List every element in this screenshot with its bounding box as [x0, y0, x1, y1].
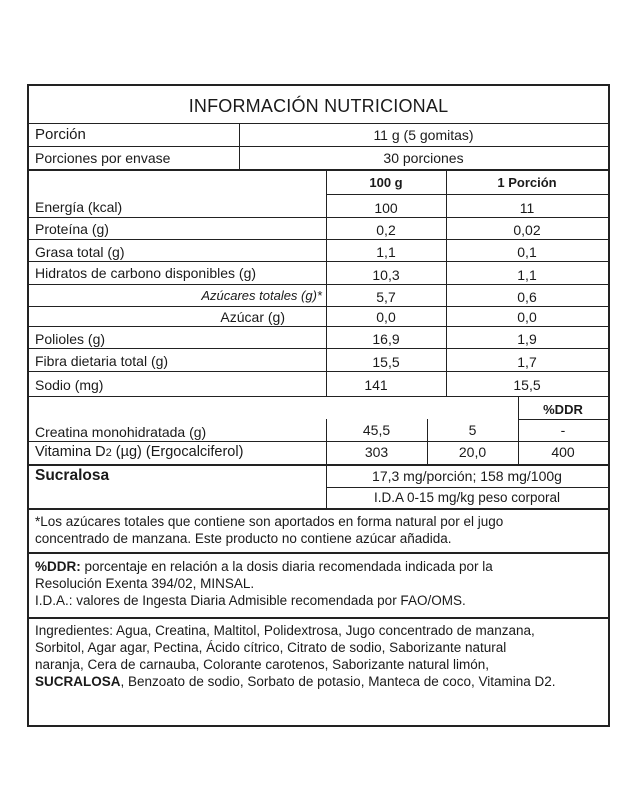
nutrient-per-serving: 0,02 [513, 222, 541, 238]
ddr-note-bold: %DDR: [35, 559, 81, 574]
nutrient-per-100g: 100 [374, 200, 398, 216]
ddr-note-line [35, 558, 605, 575]
ingredients-line: Sorbitol, Agar agar, Pectina, Ácido cítrico, Citrato de sodio, Saborizante natural [35, 640, 507, 655]
sucralose-label: Sucralosa [35, 467, 110, 484]
nutrient-per-serving: 1,7 [517, 354, 537, 370]
sucralose-amount: 17,3 mg/porción; 158 mg/100g [372, 468, 562, 484]
supplement-per-serving: 5 [468, 422, 477, 438]
vitamin-name-suffix: (Ergocalciferol) [141, 444, 244, 460]
divider [29, 146, 608, 147]
footnote [35, 513, 605, 547]
ingredients-line: Ingredientes: Agua, Creatina, Maltitol, Polidextrosa, Jugo concentrado de manzana, [35, 623, 535, 638]
divider [29, 552, 608, 554]
nutrient-name: Proteína (g) [35, 221, 109, 237]
supplement-name: Creatina monohidratada (g) [35, 424, 207, 440]
footnote-line: *Los azúcares totales que contiene son aportados en forma natural por el jugo [35, 514, 504, 529]
divider [29, 441, 608, 442]
divider [326, 194, 608, 195]
supplement-per-100g: 303 [364, 444, 389, 460]
nutrient-per-100g: 16,9 [372, 331, 400, 347]
nutrient-name: Grasa total (g) [35, 244, 125, 260]
nutrient-per-serving: 15,5 [513, 377, 541, 393]
divider [29, 239, 608, 240]
divider [29, 123, 608, 124]
divider [29, 348, 608, 349]
vitamin-name-unit: (µg) [111, 444, 142, 460]
nutrient-name: Hidratos de carbono disponibles (g) [35, 265, 257, 281]
divider [518, 419, 608, 420]
vitamin-name-prefix: Vitamina D [35, 444, 106, 460]
divider [29, 464, 608, 466]
nutrient-per-100g: 5,7 [376, 289, 396, 305]
nutrient-per-serving: 11 [519, 200, 535, 216]
ingredients-line: naranja, Cera de carnauba, Colorante carotenos, Saborizante natural limón, [35, 657, 490, 672]
divider [29, 617, 608, 619]
nutrient-per-100g: 0,2 [376, 222, 396, 238]
divider [29, 217, 608, 218]
divider [29, 396, 608, 397]
nutrient-per-100g: 1,1 [376, 244, 396, 260]
nutrient-per-serving: 1,1 [517, 267, 537, 283]
serving-label: Porción [35, 126, 86, 143]
header-per-100g: 100 g [369, 175, 403, 190]
divider [29, 306, 608, 307]
divider [29, 326, 608, 327]
nutrient-per-serving: 1,9 [517, 331, 537, 347]
supplement-ddr: 400 [551, 444, 575, 460]
supplement-name-vitamin-d2 [35, 444, 243, 461]
ingredients-line [35, 673, 605, 690]
ddr-note-line: Resolución Exenta 394/02, MINSAL. [35, 576, 255, 591]
footnote-line: concentrado de manzana. Este producto no contiene azúcar añadida. [35, 531, 452, 546]
nutrient-name: Energía (kcal) [35, 199, 123, 215]
supplement-ddr: - [560, 422, 566, 438]
ida-note-line: I.D.A.: valores de Ingesta Diaria Admisible recomendada por FAO/OMS. [35, 593, 466, 608]
nutrient-name: Polioles (g) [35, 331, 106, 347]
ingredients-sucralose-bold: SUCRALOSA [35, 674, 121, 689]
nutrition-label [27, 84, 610, 727]
label-title: INFORMACIÓN NUTRICIONAL [188, 95, 449, 116]
ddr-note [35, 558, 605, 609]
nutrient-name-sugar: Azúcar (g) [220, 309, 285, 325]
servings-per-container-label: Porciones por envase [35, 150, 171, 166]
nutrient-name-total-sugars: Azúcares totales (g)* [201, 288, 322, 303]
nutrient-per-100g: 10,3 [372, 267, 400, 283]
divider [29, 371, 608, 372]
sucralose-ida: I.D.A 0-15 mg/kg peso corporal [373, 490, 561, 505]
nutrient-name: Fibra dietaria total (g) [35, 353, 169, 369]
divider [29, 508, 608, 510]
nutrient-name: Sodio (mg) [35, 377, 104, 393]
header-per-serving: 1 Porción [497, 175, 557, 190]
divider [326, 487, 608, 488]
divider [29, 284, 608, 285]
supplement-per-100g: 45,5 [362, 422, 391, 438]
ddr-note-text: porcentaje en relación a la dosis diaria recomendada indicada por la [80, 559, 493, 574]
header-ddr: %DDR [543, 402, 583, 417]
nutrient-per-100g: 15,5 [372, 354, 400, 370]
vitamin-name-subscript: 2 [105, 447, 112, 459]
ingredients [35, 622, 605, 690]
serving-value: 11 g (5 gomitas) [373, 127, 474, 143]
divider [29, 169, 608, 171]
servings-per-container-value: 30 porciones [383, 150, 464, 166]
nutrient-per-serving: 0,0 [517, 309, 537, 325]
nutrient-per-100g: 141 [364, 377, 388, 393]
ingredients-line-rest: , Benzoato de sodio, Sorbato de potasio, Manteca de coco, Vitamina D2. [120, 674, 556, 689]
nutrient-per-serving: 0,1 [517, 244, 537, 260]
supplement-per-serving: 20,0 [458, 444, 487, 460]
divider [29, 261, 608, 262]
nutrient-per-100g: 0,0 [376, 309, 396, 325]
nutrient-per-serving: 0,6 [517, 289, 537, 305]
